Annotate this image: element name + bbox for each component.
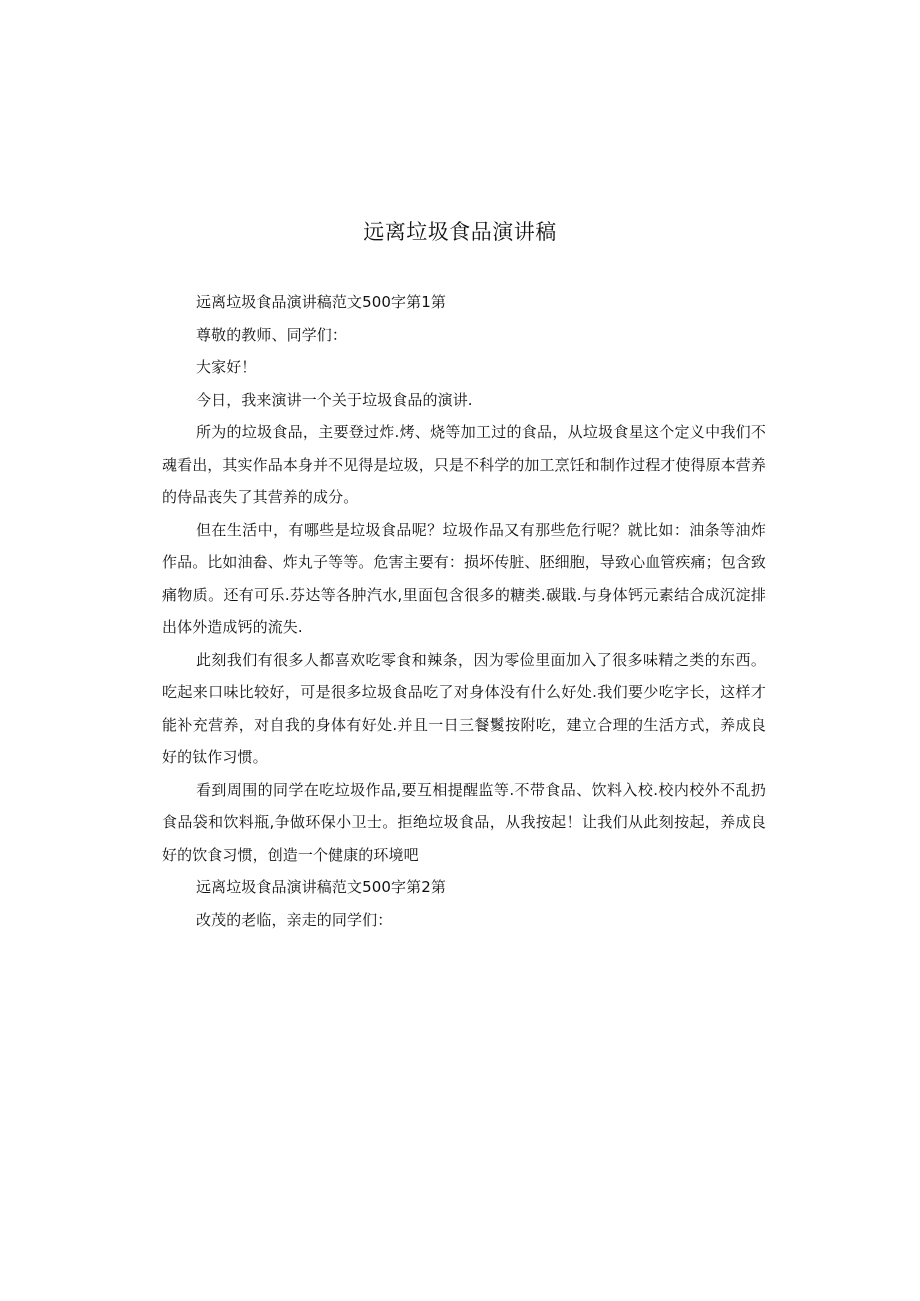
body-paragraph: 此刻我们有很多人都喜欢吃零食和辣条，因为零俭里面加入了很多味精之类的东西。吃起来口味比较好，可是很多垃圾食品吃了对身体没有什么好处.我们要少吃字长，这样才能补充营养，对自我的身体有好处.并且一日三餐鬉按附吃，建立合理的生活方式，养成良好的钛作习惯。: [162, 650, 766, 766]
body-paragraph: 所为的垃圾食品，主要登过炸.烤、烧等加工过的食品，从垃圾食星这个定义中我们不魂看出，其实作品本身并不见得是垃圾，只是不科学的加工烹饪和制作过程才使得原本营养的侍品丧失了其营养的成分。: [162, 423, 767, 506]
document-title: 远离垃圾食品演讲稿: [363, 220, 557, 244]
body-paragraph: 但在生活中，有哪些是垃圾食品呢？垃圾作品又有那些危行呢？就比如：油条等油炸作品。比如油畚、炸丸子等等。危害主要有：损坏传脏、胚细胞，导致心血管疾痛；包含致痛物质。还有可乐.芬达等各肿汽水,里面包含很多的糖类.碳戢.与身体钙元素结合成沉淀排出体外造成钙的流失.: [162, 520, 767, 636]
section-heading-2: 远离垃圾食品演讲稿范文500字第2第: [196, 878, 446, 896]
greeting: 大家好！: [196, 358, 257, 376]
intro-paragraph: 今日，我来演讲一个关于垃圾食品的演讲.: [196, 390, 473, 409]
section-heading-1: 远离垃圾食品演讲稿范文500字第1第: [196, 293, 446, 311]
salutation-2: 改茂的老临，亲走的同学们：: [196, 910, 393, 929]
document-body: [162, 286, 766, 936]
salutation: 尊敬的教师、同学们：: [196, 325, 348, 344]
body-paragraph: 看到周围的同学在吃垃圾作品,要互相提醒监等.不带食品、饮料入校.校内校外不乱扔食品袋和饮料瓶,争做环保小卫士。拒绝垃圾食品，从我按起！让我们从此刻按起，养成良好的饮食习惯，创造一个健康的环境吧: [162, 780, 766, 864]
